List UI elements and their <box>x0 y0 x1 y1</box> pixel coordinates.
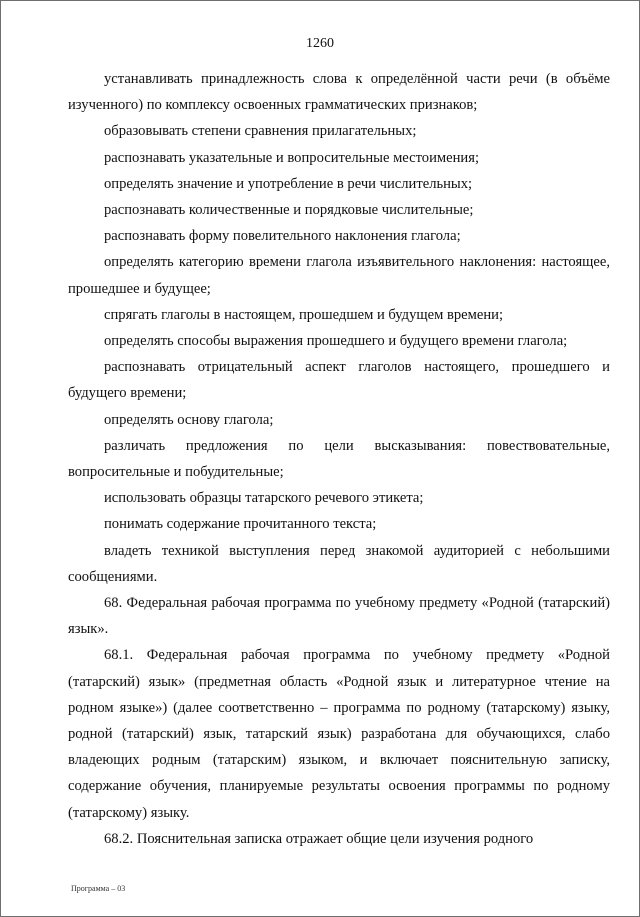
paragraph: определять способы выражения прошедшего и будущего времени глагола; <box>104 333 568 350</box>
paragraph: спрягать глаголы в настоящем, прошедшем и будущем времени; <box>104 306 504 323</box>
document-body <box>68 66 610 852</box>
section-68-1: 68.1. Федеральная рабочая программа по учебному предмету «Родной (татарский) язык» (предметная область «Родной язык и литературное чтение на родном языке») (далее соответственно – программа по родному (татарскому) языку, родной (татарский) язык, татарский язык) разработана для обучающихся, слабо владеющих родным (татарским) языком, и включает пояснительную записку, содержание обучения, планируемые результаты освоения программы по родному (татарскому) языку. <box>68 647 610 821</box>
paragraph: распознавать отрицательный аспект глаголов настоящего, прошедшего и будущего времени; <box>68 359 610 402</box>
footer-label: Программа – 03 <box>71 884 126 893</box>
paragraph: устанавливать принадлежность слова к определённой части речи (в объёме изученного) по комплексу освоенных грамматических признаков; <box>68 71 610 114</box>
paragraph: распознавать указательные и вопросительные местоимения; <box>104 149 480 166</box>
page-number: 1260 <box>306 36 334 51</box>
paragraph: определять значение и употребление в речи числительных; <box>104 175 473 192</box>
section-heading-68: 68. Федеральная рабочая программа по учебному предмету «Родной (татарский) язык». <box>68 595 610 638</box>
paragraph: различать предложения по цели высказывания: повествовательные, вопросительные и побудительные; <box>68 437 610 481</box>
paragraph: определять категорию времени глагола изъявительного наклонения: настоящее, прошедшее и будущее; <box>68 254 610 297</box>
section-68-2: 68.2. Пояснительная записка отражает общие цели изучения родного <box>104 830 534 847</box>
paragraph: владеть техникой выступления перед знакомой аудиторией с небольшими сообщениями. <box>68 542 610 585</box>
paragraph: распознавать форму повелительного наклонения глагола; <box>104 228 461 245</box>
paragraph: определять основу глагола; <box>104 411 274 428</box>
paragraph: использовать образцы татарского речевого этикета; <box>104 490 424 507</box>
paragraph: образовывать степени сравнения прилагательных; <box>104 123 417 140</box>
paragraph: распознавать количественные и порядковые числительные; <box>104 202 474 219</box>
paragraph: понимать содержание прочитанного текста; <box>104 516 377 533</box>
